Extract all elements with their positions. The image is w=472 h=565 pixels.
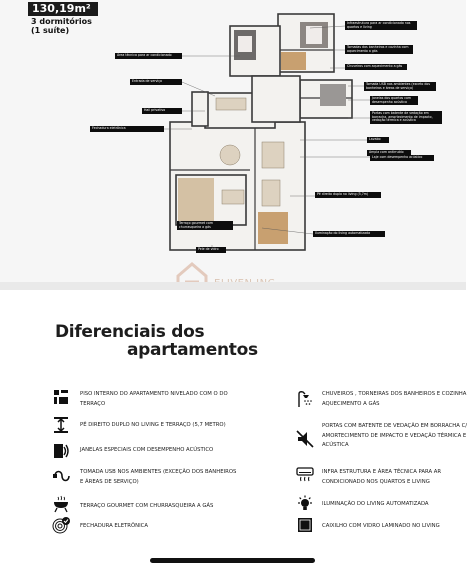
barbecue-grill-icon bbox=[52, 495, 70, 513]
feature-ac-infra-line-1: INFRA ESTRUTURA E ÁREA TÉCNICA PARA AR bbox=[322, 469, 442, 475]
features-section bbox=[0, 290, 466, 565]
usb-plug-icon bbox=[52, 467, 70, 485]
callout-electronic-lock: Fechadura eletrônica bbox=[90, 126, 164, 132]
callout-living-lighting: Iluminação do living automatizada bbox=[313, 231, 385, 237]
feature-ac-infra bbox=[322, 468, 472, 487]
feature-sealed-doors-line-1: PORTAS COM BATENTE DE VEDAÇÃO EM BORRACHA C/ bbox=[322, 423, 468, 429]
service-area bbox=[192, 92, 208, 126]
rooms-line-1: 3 dormitórios bbox=[31, 17, 92, 26]
feature-living-lighting-line-1: ILUMINAÇÃO DO LIVING AUTOMATIZADA bbox=[322, 501, 429, 507]
section-divider bbox=[0, 282, 466, 290]
callout-service-entrance: Entrada de serviço bbox=[130, 79, 182, 85]
feature-floor-level-line-2: TERRAÇO bbox=[80, 400, 106, 407]
ceiling-height-icon bbox=[52, 416, 70, 434]
callout-showers: Chuveiros com aquecimento a gás bbox=[345, 64, 407, 70]
floor-plan-section bbox=[0, 0, 466, 282]
feature-gas-showers-line-2: AQUECIMENTO A GÁS bbox=[322, 400, 380, 407]
feature-usb-outlets-line-1: TOMADA USB NOS AMBIENTES (EXCEÇÃO DOS BANHEIROS bbox=[80, 469, 237, 475]
feature-floor-level bbox=[80, 390, 250, 409]
area-badge: 130,19m² bbox=[28, 2, 98, 16]
feature-sealed-doors-line-3: ACÚSTICA bbox=[322, 442, 349, 448]
feature-gas-showers-line-1: CHUVEIROS , TORNEIRAS DOS BANHEIROS E COZINHA bbox=[322, 391, 467, 397]
feature-gourmet-terrace bbox=[80, 502, 250, 512]
feature-laminated-glass bbox=[322, 522, 472, 532]
feature-acoustic-windows bbox=[80, 446, 250, 456]
callout-doors: Portas com batente de vedação em borracha, amortecimento de impacto, vedação térmica e acústica bbox=[370, 111, 442, 124]
home-indicator[interactable] bbox=[150, 558, 315, 563]
feature-sealed-doors-line-2: AMORTECIMENTO DE IMPACTO E VEDAÇÃO TÉRMICA E bbox=[322, 432, 467, 439]
features-title-line-2: apartamentos bbox=[127, 340, 258, 360]
callout-ac-area: Área técnica para ar condicionado bbox=[115, 53, 182, 59]
air-conditioner-icon bbox=[296, 466, 314, 484]
feature-gourmet-terrace-line-1: TERRAÇO GOURMET COM CHURRASQUEIRA A GÁS bbox=[80, 503, 214, 509]
features-title-line-1: Diferenciais dos bbox=[55, 322, 205, 342]
floor-plan-drawing bbox=[0, 0, 466, 282]
bathroom-area bbox=[252, 76, 300, 122]
feature-electronic-lock-line-1: FECHADURA ELETRÔNICA bbox=[80, 523, 149, 529]
feature-living-lighting bbox=[322, 500, 472, 510]
callout-bedroom-windows: Janelas dos quartos com desempenho acústico bbox=[370, 96, 418, 105]
rooms-description bbox=[31, 17, 92, 35]
floor-level-icon bbox=[52, 388, 70, 406]
callout-gas-outlets: Tomadas dos banheiros e cozinha com aquecimento a gás bbox=[345, 45, 413, 54]
fingerprint-lock-icon bbox=[52, 516, 70, 534]
callout-ac-infra: Infraestrutura para ar condicionado nos quartos e living bbox=[345, 21, 417, 30]
light-bulb-icon bbox=[296, 495, 314, 513]
feature-ceiling-height-line-1: PÉ DIREITO DUPLO NO LIVING E TERRAÇO (5,7 METRO) bbox=[80, 422, 226, 428]
callout-anti-noise: Ampla com antirruído bbox=[367, 150, 411, 156]
feature-floor-level-line-1: PISO INTERNO DO APARTAMENTO NIVELADO COM O DO bbox=[80, 391, 228, 397]
muted-speaker-icon bbox=[296, 430, 314, 448]
acoustic-window-icon bbox=[52, 442, 70, 460]
shower-icon bbox=[296, 390, 314, 408]
callout-double-ceiling: Pé direito duplo no living (5,7m) bbox=[315, 192, 381, 198]
feature-ceiling-height bbox=[80, 421, 250, 431]
feature-usb-outlets bbox=[80, 468, 250, 487]
feature-usb-outlets-line-2: E ÁREAS DE SERVIÇO) bbox=[80, 478, 139, 485]
feature-gas-showers bbox=[322, 390, 472, 409]
feature-ac-infra-line-2: CONDICIONADO NOS QUARTOS E LIVING bbox=[322, 478, 430, 485]
laminated-glass-icon bbox=[296, 516, 314, 534]
feature-laminated-glass-line-1: CAIXILHO COM VIDRO LAMINADO NO LIVING bbox=[322, 523, 440, 529]
rooms-line-2: (1 suíte) bbox=[31, 26, 70, 35]
callout-washroom: Lavabo bbox=[367, 137, 389, 143]
callout-usb: Tomada USB nos ambientes (exceto dos banheiros e áreas de serviço) bbox=[364, 82, 436, 91]
feature-electronic-lock bbox=[80, 522, 250, 532]
feature-sealed-doors bbox=[322, 422, 472, 451]
feature-acoustic-windows-line-1: JANELAS ESPECIAIS COM DESEMPENHO ACÚSTICO bbox=[80, 447, 214, 453]
callout-glass-facade: Pele de vidro bbox=[196, 247, 226, 253]
callout-gourmet-terrace: Terraço gourmet com churrasqueira a gás bbox=[177, 221, 233, 230]
callout-acoustic-slab: Laje com desempenho acústico bbox=[370, 155, 434, 161]
callout-private-hall: Hall privativo bbox=[142, 108, 182, 114]
